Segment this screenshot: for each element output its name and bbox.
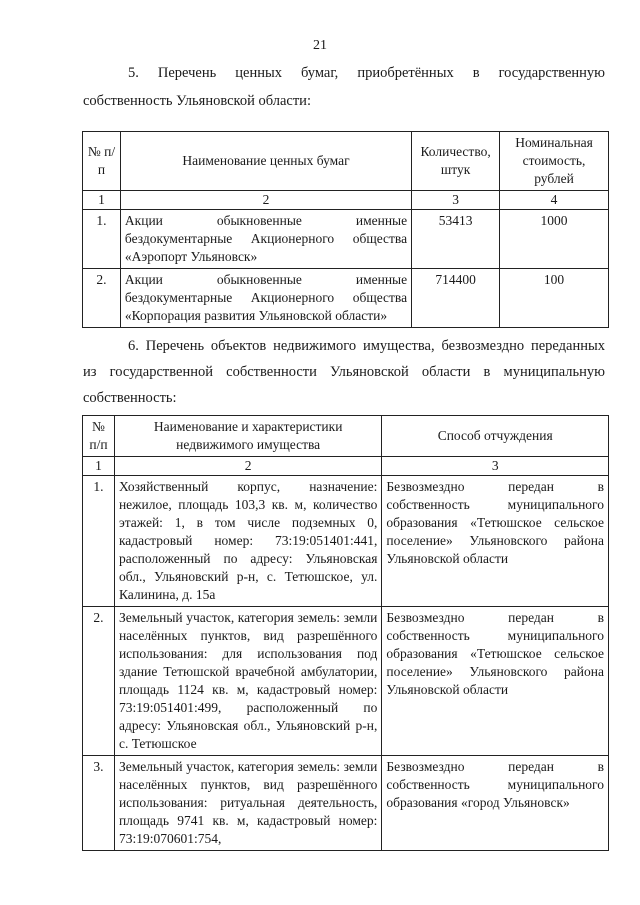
- table-row: [83, 476, 609, 607]
- section6-heading-line3: собственность:: [83, 390, 177, 406]
- column-header-number: № п/п: [83, 132, 121, 191]
- property-description: Хозяйственный корпус, назначение: нежилое, площадь 103,3 кв. м, количество этажей: 1, в том числе подземных 0, кадастровый номер: 73:19:051401:441, расположенный по адресу: Ульяновская обл., Ульяновский р-н, с. Тетюшское, ул. Калинина, д. 15а: [114, 476, 381, 607]
- row-number: 1.: [83, 476, 115, 607]
- security-nominal-value: 100: [500, 269, 609, 328]
- table-header-row: [83, 416, 609, 457]
- column-number: 1: [83, 191, 121, 210]
- row-number: 1.: [83, 210, 121, 269]
- section5-heading-line2: собственность Ульяновской области:: [83, 93, 311, 109]
- security-quantity: 53413: [412, 210, 500, 269]
- row-number: 3.: [83, 756, 115, 851]
- property-description: Земельный участок, категория земель: земли населённых пунктов, вид разрешённого использования: для использования под здание Тетюшской врачебной амбулатории, площадь 1124 кв. м, кадастровый номер: 73:19:051401:499, расположенный по адресу: Ульяновская обл., Ульяновский р-н, с. Тетюшское: [114, 607, 381, 756]
- column-header-description: Наименование и характеристики недвижимого имущества: [114, 416, 381, 457]
- table-row: [83, 607, 609, 756]
- column-numbering-row: [83, 191, 609, 210]
- section5-heading-line1: 5. Перечень ценных бумаг, приобретённых в государственную: [128, 65, 605, 81]
- security-quantity: 714400: [412, 269, 500, 328]
- column-number: 1: [83, 457, 115, 476]
- transfer-method: Безвозмездно передан в собственность муниципального образования «Тетюшское сельское поселение» Ульяновского района Ульяновской области: [382, 607, 609, 756]
- column-header-name: Наименование ценных бумаг: [120, 132, 411, 191]
- column-header-number: № п/п: [83, 416, 115, 457]
- security-name: Акции обыкновенные именные бездокументарные Акционерного общества «Аэропорт Ульяновск»: [120, 210, 411, 269]
- row-number: 2.: [83, 607, 115, 756]
- page-number: 21: [313, 38, 327, 53]
- property-description: Земельный участок, категория земель: земли населённых пунктов, вид разрешённого использования: ритуальная деятельность, площадь 9741 кв. м, кадастровый номер: 73:19:070601:754,: [114, 756, 381, 851]
- securities-table: [82, 131, 609, 328]
- section6-heading-line2: из государственной собственности Ульяновской области в муниципальную: [83, 364, 605, 380]
- column-number: 3: [382, 457, 609, 476]
- transfer-method: Безвозмездно передан в собственность муниципального образования «Тетюшское сельское поселение» Ульяновского района Ульяновской области: [382, 476, 609, 607]
- security-nominal-value: 1000: [500, 210, 609, 269]
- column-number: 2: [114, 457, 381, 476]
- section5-heading: [83, 59, 605, 115]
- table-header-row: [83, 132, 609, 191]
- column-number: 3: [412, 191, 500, 210]
- security-name: Акции обыкновенные именные бездокументарные Акционерного общества «Корпорация развития Ульяновской области»: [120, 269, 411, 328]
- column-number: 2: [120, 191, 411, 210]
- column-header-transfer-method: Способ отчуждения: [382, 416, 609, 457]
- real-estate-table: [82, 415, 609, 851]
- section6-heading-line1: 6. Перечень объектов недвижимого имущества, безвозмездно переданных: [128, 338, 605, 354]
- column-number: 4: [500, 191, 609, 210]
- transfer-method: Безвозмездно передан в собственность муниципального образования «город Ульяновск»: [382, 756, 609, 851]
- column-header-nominal-value: Номинальная стоимость, рублей: [500, 132, 609, 191]
- table-row: [83, 756, 609, 851]
- column-numbering-row: [83, 457, 609, 476]
- table-row: [83, 210, 609, 269]
- column-header-quantity: Количество, штук: [412, 132, 500, 191]
- section6-heading: [83, 333, 605, 411]
- table-row: [83, 269, 609, 328]
- row-number: 2.: [83, 269, 121, 328]
